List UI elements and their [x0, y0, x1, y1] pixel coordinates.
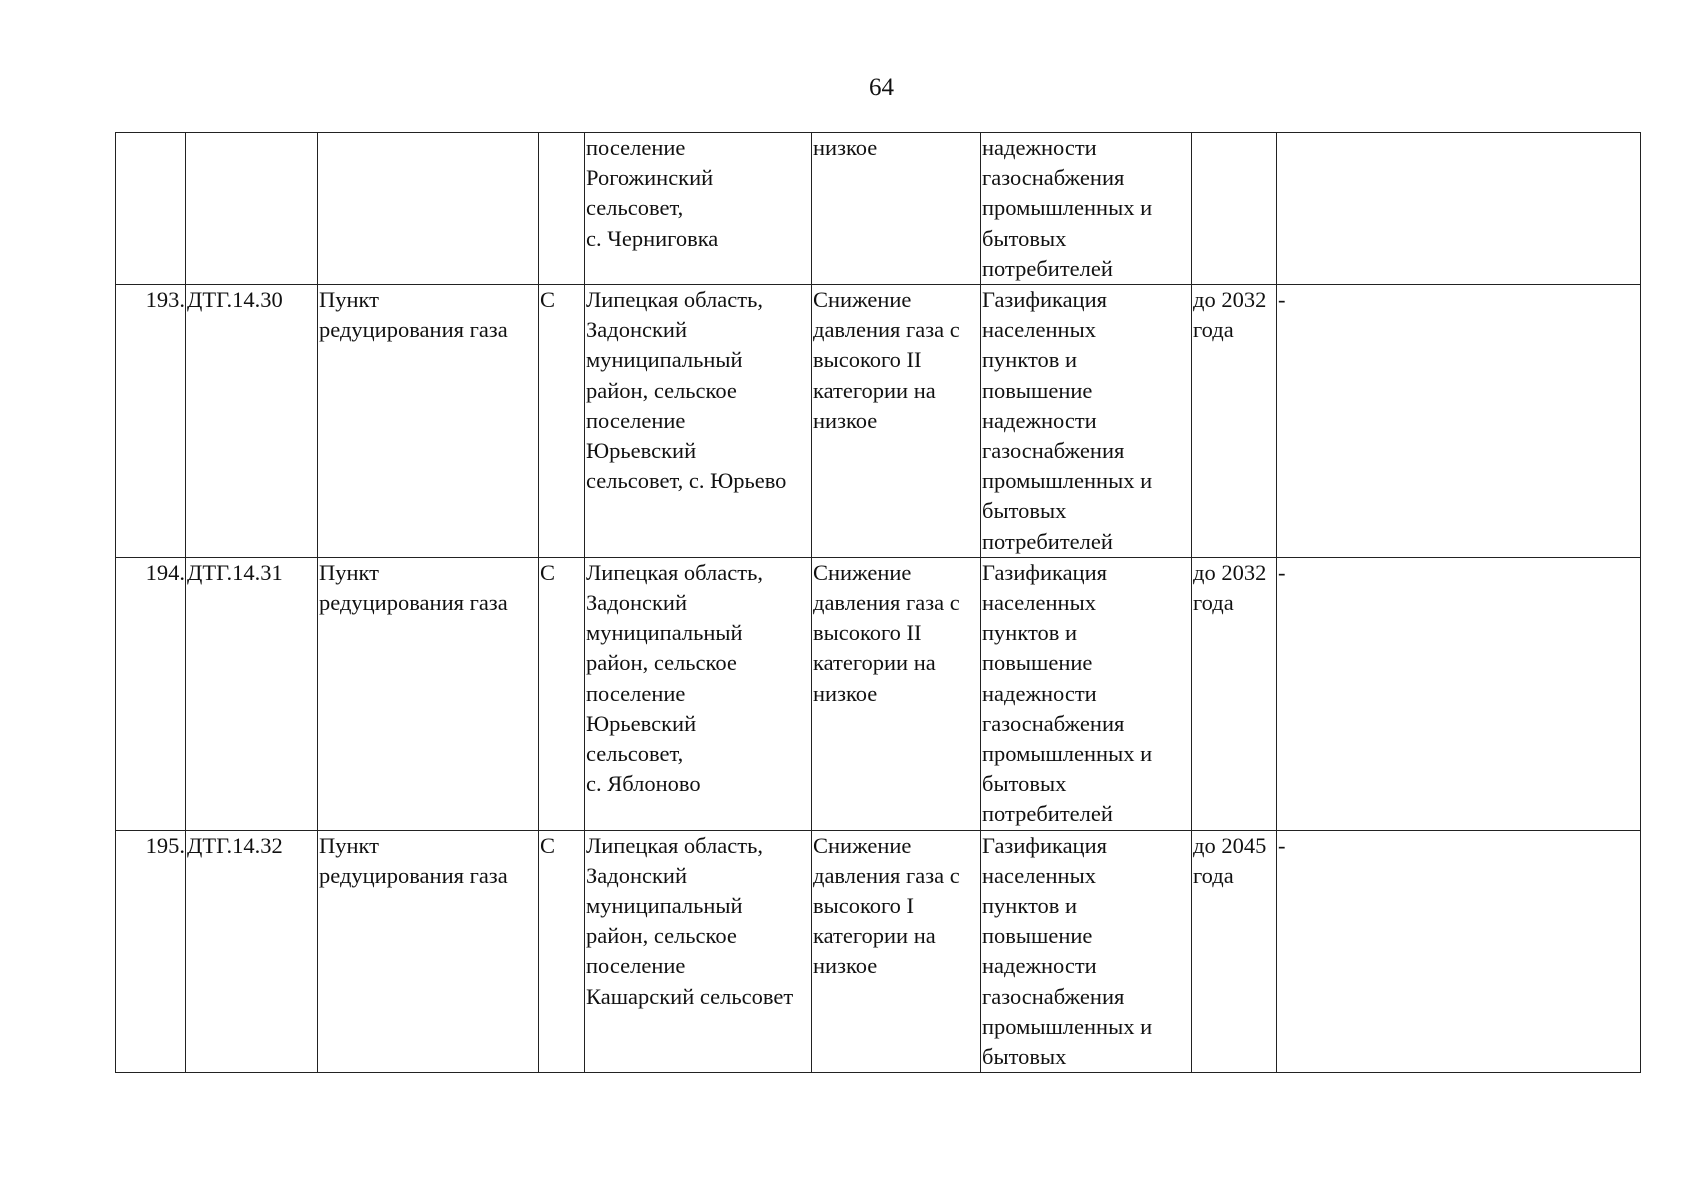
term-line: до 2032	[1193, 559, 1267, 585]
cell-name	[318, 830, 539, 1073]
cell-location	[585, 830, 812, 1073]
zone-value: -	[1278, 559, 1286, 585]
location-line: с. Яблоново	[586, 771, 701, 797]
purpose-line: газоснабжения	[982, 438, 1125, 464]
cell-status	[539, 133, 585, 285]
purpose-line: бытовых	[982, 225, 1067, 251]
term-line: до 2032	[1193, 287, 1267, 313]
location-line: муниципальный	[586, 347, 743, 373]
term-line: года	[1193, 317, 1234, 343]
object-status: С	[540, 287, 556, 313]
cell-status	[539, 285, 585, 558]
location-line: поселение	[586, 680, 686, 706]
characteristics-line: низкое	[813, 407, 878, 433]
location-line: муниципальный	[586, 620, 743, 646]
characteristics-line: давления газа с	[813, 317, 960, 343]
table-row-continuation	[116, 133, 1641, 285]
characteristics-line: низкое	[813, 953, 878, 979]
characteristics-line: низкое	[813, 680, 878, 706]
cell-name	[318, 133, 539, 285]
cell-term	[1192, 285, 1277, 558]
characteristics-line: давления газа с	[813, 862, 960, 888]
cell-purpose	[981, 557, 1192, 830]
object-code: ДТГ.14.30	[187, 287, 283, 313]
cell-location	[585, 133, 812, 285]
purpose-line: населенных	[982, 317, 1096, 343]
purpose-line: повышение	[982, 923, 1093, 949]
location-line: Липецкая область,	[586, 559, 763, 585]
object-name-line: редуцирования газа	[319, 590, 508, 616]
cell-zone	[1277, 557, 1641, 830]
table-row	[116, 285, 1641, 558]
cell-zone	[1277, 285, 1641, 558]
object-name-line: Пункт	[319, 287, 380, 313]
object-name-line: редуцирования газа	[319, 862, 508, 888]
location-line: Задонский	[586, 862, 687, 888]
cell-name	[318, 285, 539, 558]
purpose-line: промышленных и	[982, 741, 1153, 767]
cell-purpose	[981, 830, 1192, 1073]
cell-characteristics	[812, 830, 981, 1073]
location-line: район, сельское	[586, 650, 737, 676]
row-number: 195.	[145, 832, 185, 858]
purpose-line: населенных	[982, 862, 1096, 888]
location-line: Липецкая область,	[586, 832, 763, 858]
purpose-line: Газификация	[982, 287, 1107, 313]
purpose-line: бытовых	[982, 498, 1067, 524]
characteristics-line: высокого I	[813, 893, 915, 919]
purpose-line: населенных	[982, 590, 1096, 616]
location-line: муниципальный	[586, 893, 743, 919]
cell-number	[116, 830, 186, 1073]
location-line: Кашарский сельсовет	[586, 983, 794, 1009]
cell-code	[186, 557, 318, 830]
location-line: Липецкая область,	[586, 287, 763, 313]
object-status: С	[540, 559, 556, 585]
location-line: Юрьевский	[586, 438, 697, 464]
location-line: Задонский	[586, 317, 687, 343]
characteristics-line: категории на	[813, 923, 936, 949]
cell-term	[1192, 133, 1277, 285]
characteristics-line: Снижение	[813, 287, 912, 313]
characteristics-line: давления газа с	[813, 590, 960, 616]
cell-purpose	[981, 285, 1192, 558]
purpose-line: промышленных и	[982, 1013, 1153, 1039]
location-line: поселение	[586, 135, 686, 160]
object-code: ДТГ.14.31	[187, 559, 283, 585]
row-number: 193.	[145, 287, 185, 313]
zone-value: -	[1278, 832, 1286, 858]
purpose-line: повышение	[982, 377, 1093, 403]
cell-zone	[1277, 133, 1641, 285]
location-line: район, сельское	[586, 377, 737, 403]
cell-number	[116, 285, 186, 558]
cell-code	[186, 830, 318, 1073]
purpose-line: Газификация	[982, 559, 1107, 585]
location-line: район, сельское	[586, 923, 737, 949]
cell-location	[585, 557, 812, 830]
location-line: Рогожинский	[586, 165, 714, 191]
object-name-line: редуцирования газа	[319, 317, 508, 343]
location-line: Задонский	[586, 590, 687, 616]
cell-purpose	[981, 133, 1192, 285]
term-line: до 2045	[1193, 832, 1267, 858]
location-line: сельсовет,	[586, 741, 684, 767]
location-line: сельсовет, с. Юрьево	[586, 468, 787, 494]
purpose-line: Газификация	[982, 832, 1107, 858]
purpose-line: пунктов и	[982, 347, 1078, 373]
location-line: поселение	[586, 953, 686, 979]
table-row	[116, 557, 1641, 830]
object-name-line: Пункт	[319, 559, 380, 585]
cell-name	[318, 557, 539, 830]
location-line: Юрьевский	[586, 710, 697, 736]
purpose-line: надежности	[982, 407, 1097, 433]
purpose-line: потребителей	[982, 801, 1113, 827]
cell-number	[116, 557, 186, 830]
cell-zone	[1277, 830, 1641, 1073]
purpose-line: бытовых	[982, 771, 1067, 797]
purpose-line: газоснабжения	[982, 165, 1125, 191]
object-code: ДТГ.14.32	[187, 832, 283, 858]
cell-location	[585, 285, 812, 558]
page-number: 64	[869, 74, 894, 101]
purpose-line: надежности	[982, 953, 1097, 979]
location-line: сельсовет,	[586, 195, 684, 221]
cell-term	[1192, 557, 1277, 830]
cell-characteristics	[812, 133, 981, 285]
object-name-line: Пункт	[319, 832, 380, 858]
purpose-line: промышленных и	[982, 195, 1153, 221]
row-number: 194.	[145, 559, 185, 585]
cell-characteristics	[812, 557, 981, 830]
zone-value: -	[1278, 287, 1286, 313]
term-line: года	[1193, 862, 1234, 888]
purpose-line: потребителей	[982, 528, 1113, 554]
purpose-line: газоснабжения	[982, 710, 1125, 736]
location-line: поселение	[586, 407, 686, 433]
purpose-line: пунктов и	[982, 620, 1078, 646]
cell-term	[1192, 830, 1277, 1073]
characteristics-line: низкое	[813, 135, 878, 160]
cell-number	[116, 133, 186, 285]
purpose-line: надежности	[982, 135, 1097, 160]
purpose-line: газоснабжения	[982, 983, 1125, 1009]
cell-status	[539, 557, 585, 830]
cell-characteristics	[812, 285, 981, 558]
purpose-line: промышленных и	[982, 468, 1153, 494]
purpose-line: бытовых	[982, 1044, 1067, 1070]
purpose-line: надежности	[982, 680, 1097, 706]
cell-status	[539, 830, 585, 1073]
characteristics-line: высокого II	[813, 620, 922, 646]
location-line: с. Черниговка	[586, 225, 719, 251]
term-line: года	[1193, 590, 1234, 616]
purpose-line: пунктов и	[982, 893, 1078, 919]
characteristics-line: Снижение	[813, 559, 912, 585]
objects-table	[115, 132, 1641, 1073]
object-status: С	[540, 832, 556, 858]
cell-code	[186, 285, 318, 558]
table-row	[116, 830, 1641, 1073]
cell-code	[186, 133, 318, 285]
characteristics-line: Снижение	[813, 832, 912, 858]
purpose-line: повышение	[982, 650, 1093, 676]
characteristics-line: категории на	[813, 650, 936, 676]
characteristics-line: категории на	[813, 377, 936, 403]
purpose-line: потребителей	[982, 255, 1113, 281]
characteristics-line: высокого II	[813, 347, 922, 373]
